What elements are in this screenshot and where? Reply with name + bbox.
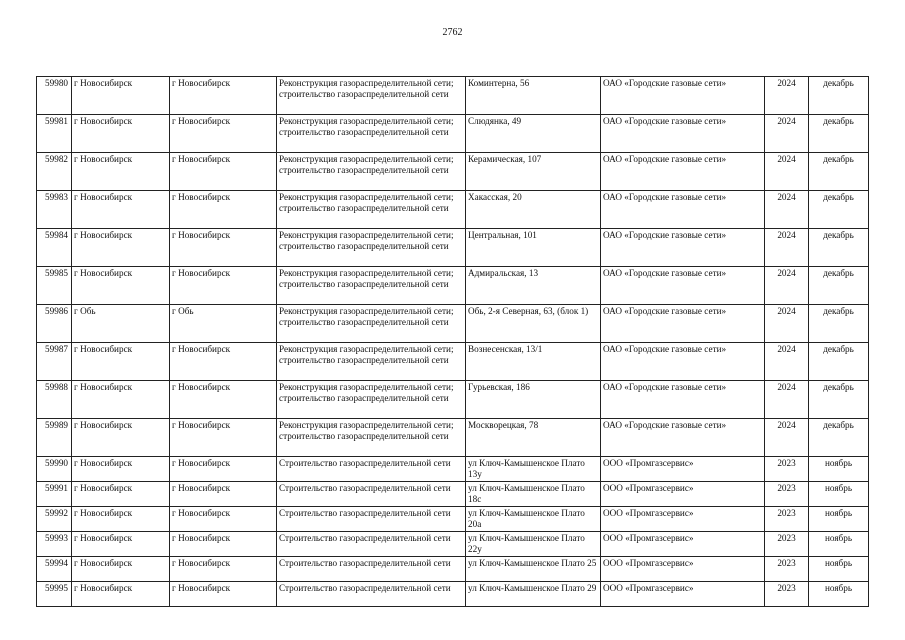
month-cell: декабрь <box>809 191 869 229</box>
work-type-cell: Строительство газораспределительной сети <box>277 582 466 607</box>
locality-cell: г Новосибирск <box>170 457 277 482</box>
organization-cell: ОАО «Городские газовые сети» <box>601 267 765 305</box>
row-number-cell: 59980 <box>37 77 72 115</box>
row-number-cell: 59982 <box>37 153 72 191</box>
locality-cell: г Новосибирск <box>170 532 277 557</box>
year-cell: 2023 <box>765 457 809 482</box>
district-cell: г Новосибирск <box>72 457 170 482</box>
month-cell: декабрь <box>809 381 869 419</box>
organization-cell: ООО «Промгазсервис» <box>601 457 765 482</box>
work-type-cell: Реконструкция газораспределительной сети; строительство газораспределительной сети <box>277 267 466 305</box>
address-cell: Гурьевская, 186 <box>466 381 601 419</box>
table-row <box>37 191 869 229</box>
locality-cell: г Новосибирск <box>170 482 277 507</box>
table-row <box>37 419 869 457</box>
year-cell: 2024 <box>765 153 809 191</box>
row-number-cell: 59993 <box>37 532 72 557</box>
work-type-cell: Реконструкция газораспределительной сети; строительство газораспределительной сети <box>277 305 466 343</box>
month-cell: декабрь <box>809 229 869 267</box>
work-type-cell: Реконструкция газораспределительной сети; строительство газораспределительной сети <box>277 419 466 457</box>
district-cell: г Новосибирск <box>72 267 170 305</box>
address-cell: ул Ключ-Камышенское Плато 29 <box>466 582 601 607</box>
address-cell: Адмиральская, 13 <box>466 267 601 305</box>
organization-cell: ОАО «Городские газовые сети» <box>601 229 765 267</box>
row-number-cell: 59984 <box>37 229 72 267</box>
table-row <box>37 582 869 607</box>
district-cell: г Новосибирск <box>72 77 170 115</box>
organization-cell: ООО «Промгазсервис» <box>601 532 765 557</box>
work-type-cell: Строительство газораспределительной сети <box>277 507 466 532</box>
organization-cell: ОАО «Городские газовые сети» <box>601 381 765 419</box>
district-cell: г Новосибирск <box>72 115 170 153</box>
district-cell: г Новосибирск <box>72 419 170 457</box>
work-type-cell: Реконструкция газораспределительной сети; строительство газораспределительной сети <box>277 153 466 191</box>
locality-cell: г Новосибирск <box>170 419 277 457</box>
work-type-cell: Строительство газораспределительной сети <box>277 557 466 582</box>
row-number-cell: 59986 <box>37 305 72 343</box>
organization-cell: ОАО «Городские газовые сети» <box>601 153 765 191</box>
locality-cell: г Новосибирск <box>170 557 277 582</box>
locality-cell: г Новосибирск <box>170 191 277 229</box>
table-row <box>37 229 869 267</box>
month-cell: ноябрь <box>809 457 869 482</box>
locality-cell: г Новосибирск <box>170 343 277 381</box>
row-number-cell: 59981 <box>37 115 72 153</box>
month-cell: ноябрь <box>809 557 869 582</box>
district-cell: г Новосибирск <box>72 482 170 507</box>
month-cell: декабрь <box>809 267 869 305</box>
year-cell: 2023 <box>765 582 809 607</box>
year-cell: 2023 <box>765 532 809 557</box>
locality-cell: г Новосибирск <box>170 77 277 115</box>
work-type-cell: Строительство газораспределительной сети <box>277 457 466 482</box>
district-cell: г Обь <box>72 305 170 343</box>
locality-cell: г Новосибирск <box>170 507 277 532</box>
year-cell: 2024 <box>765 229 809 267</box>
row-number-cell: 59995 <box>37 582 72 607</box>
page-number: 2762 <box>442 27 463 38</box>
address-cell: ул Ключ-Камышенское Плато 25 <box>466 557 601 582</box>
organization-cell: ОАО «Городские газовые сети» <box>601 115 765 153</box>
table-row <box>37 77 869 115</box>
locality-cell: г Новосибирск <box>170 381 277 419</box>
address-cell: ул Ключ-Камышенское Плато 13у <box>466 457 601 482</box>
row-number-cell: 59983 <box>37 191 72 229</box>
month-cell: декабрь <box>809 305 869 343</box>
year-cell: 2023 <box>765 482 809 507</box>
organization-cell: ООО «Промгазсервис» <box>601 482 765 507</box>
row-number-cell: 59988 <box>37 381 72 419</box>
work-type-cell: Реконструкция газораспределительной сети; строительство газораспределительной сети <box>277 77 466 115</box>
organization-cell: ОАО «Городские газовые сети» <box>601 343 765 381</box>
work-type-cell: Реконструкция газораспределительной сети; строительство газораспределительной сети <box>277 343 466 381</box>
table-row <box>37 457 869 482</box>
address-cell: ул Ключ-Камышенское Плато 22у <box>466 532 601 557</box>
organization-cell: ОАО «Городские газовые сети» <box>601 77 765 115</box>
month-cell: ноябрь <box>809 482 869 507</box>
year-cell: 2024 <box>765 77 809 115</box>
address-cell: Центральная, 101 <box>466 229 601 267</box>
year-cell: 2023 <box>765 557 809 582</box>
year-cell: 2024 <box>765 343 809 381</box>
work-type-cell: Реконструкция газораспределительной сети; строительство газораспределительной сети <box>277 191 466 229</box>
address-cell: Слюдянка, 49 <box>466 115 601 153</box>
district-cell: г Новосибирск <box>72 532 170 557</box>
address-cell: Хакасская, 20 <box>466 191 601 229</box>
district-cell: г Новосибирск <box>72 191 170 229</box>
locality-cell: г Новосибирск <box>170 582 277 607</box>
table-row <box>37 532 869 557</box>
month-cell: ноябрь <box>809 582 869 607</box>
gas-network-table <box>36 76 869 607</box>
address-cell: ул Ключ-Камышенское Плато 20а <box>466 507 601 532</box>
year-cell: 2024 <box>765 191 809 229</box>
table-row <box>37 343 869 381</box>
district-cell: г Новосибирск <box>72 582 170 607</box>
organization-cell: ООО «Промгазсервис» <box>601 507 765 532</box>
locality-cell: г Новосибирск <box>170 153 277 191</box>
work-type-cell: Строительство газораспределительной сети <box>277 532 466 557</box>
organization-cell: ОАО «Городские газовые сети» <box>601 305 765 343</box>
table-row <box>37 153 869 191</box>
row-number-cell: 59990 <box>37 457 72 482</box>
address-cell: ул Ключ-Камышенское Плато 18с <box>466 482 601 507</box>
locality-cell: г Новосибирск <box>170 115 277 153</box>
month-cell: ноябрь <box>809 532 869 557</box>
row-number-cell: 59985 <box>37 267 72 305</box>
table-row <box>37 507 869 532</box>
address-cell: Обь, 2-я Северная, 63, (блок 1) <box>466 305 601 343</box>
district-cell: г Новосибирск <box>72 557 170 582</box>
month-cell: декабрь <box>809 115 869 153</box>
organization-cell: ООО «Промгазсервис» <box>601 557 765 582</box>
year-cell: 2024 <box>765 115 809 153</box>
locality-cell: г Новосибирск <box>170 267 277 305</box>
table-row <box>37 267 869 305</box>
district-cell: г Новосибирск <box>72 507 170 532</box>
address-cell: Москворецкая, 78 <box>466 419 601 457</box>
district-cell: г Новосибирск <box>72 229 170 267</box>
year-cell: 2024 <box>765 267 809 305</box>
year-cell: 2023 <box>765 507 809 532</box>
row-number-cell: 59992 <box>37 507 72 532</box>
organization-cell: ОАО «Городские газовые сети» <box>601 191 765 229</box>
table-row <box>37 305 869 343</box>
work-type-cell: Реконструкция газораспределительной сети; строительство газораспределительной сети <box>277 381 466 419</box>
row-number-cell: 59991 <box>37 482 72 507</box>
year-cell: 2024 <box>765 381 809 419</box>
address-cell: Вознесенская, 13/1 <box>466 343 601 381</box>
table-body <box>37 77 869 607</box>
work-type-cell: Реконструкция газораспределительной сети; строительство газораспределительной сети <box>277 115 466 153</box>
organization-cell: ООО «Промгазсервис» <box>601 582 765 607</box>
locality-cell: г Новосибирск <box>170 229 277 267</box>
month-cell: декабрь <box>809 153 869 191</box>
organization-cell: ОАО «Городские газовые сети» <box>601 419 765 457</box>
month-cell: декабрь <box>809 419 869 457</box>
district-cell: г Новосибирск <box>72 153 170 191</box>
row-number-cell: 59994 <box>37 557 72 582</box>
table-row <box>37 381 869 419</box>
work-type-cell: Реконструкция газораспределительной сети; строительство газораспределительной сети <box>277 229 466 267</box>
address-cell: Керамическая, 107 <box>466 153 601 191</box>
row-number-cell: 59987 <box>37 343 72 381</box>
year-cell: 2024 <box>765 419 809 457</box>
work-type-cell: Строительство газораспределительной сети <box>277 482 466 507</box>
address-cell: Коминтерна, 56 <box>466 77 601 115</box>
month-cell: ноябрь <box>809 507 869 532</box>
district-cell: г Новосибирск <box>72 381 170 419</box>
locality-cell: г Обь <box>170 305 277 343</box>
table-row <box>37 482 869 507</box>
month-cell: декабрь <box>809 77 869 115</box>
row-number-cell: 59989 <box>37 419 72 457</box>
month-cell: декабрь <box>809 343 869 381</box>
district-cell: г Новосибирск <box>72 343 170 381</box>
table-row <box>37 115 869 153</box>
year-cell: 2024 <box>765 305 809 343</box>
table-row <box>37 557 869 582</box>
